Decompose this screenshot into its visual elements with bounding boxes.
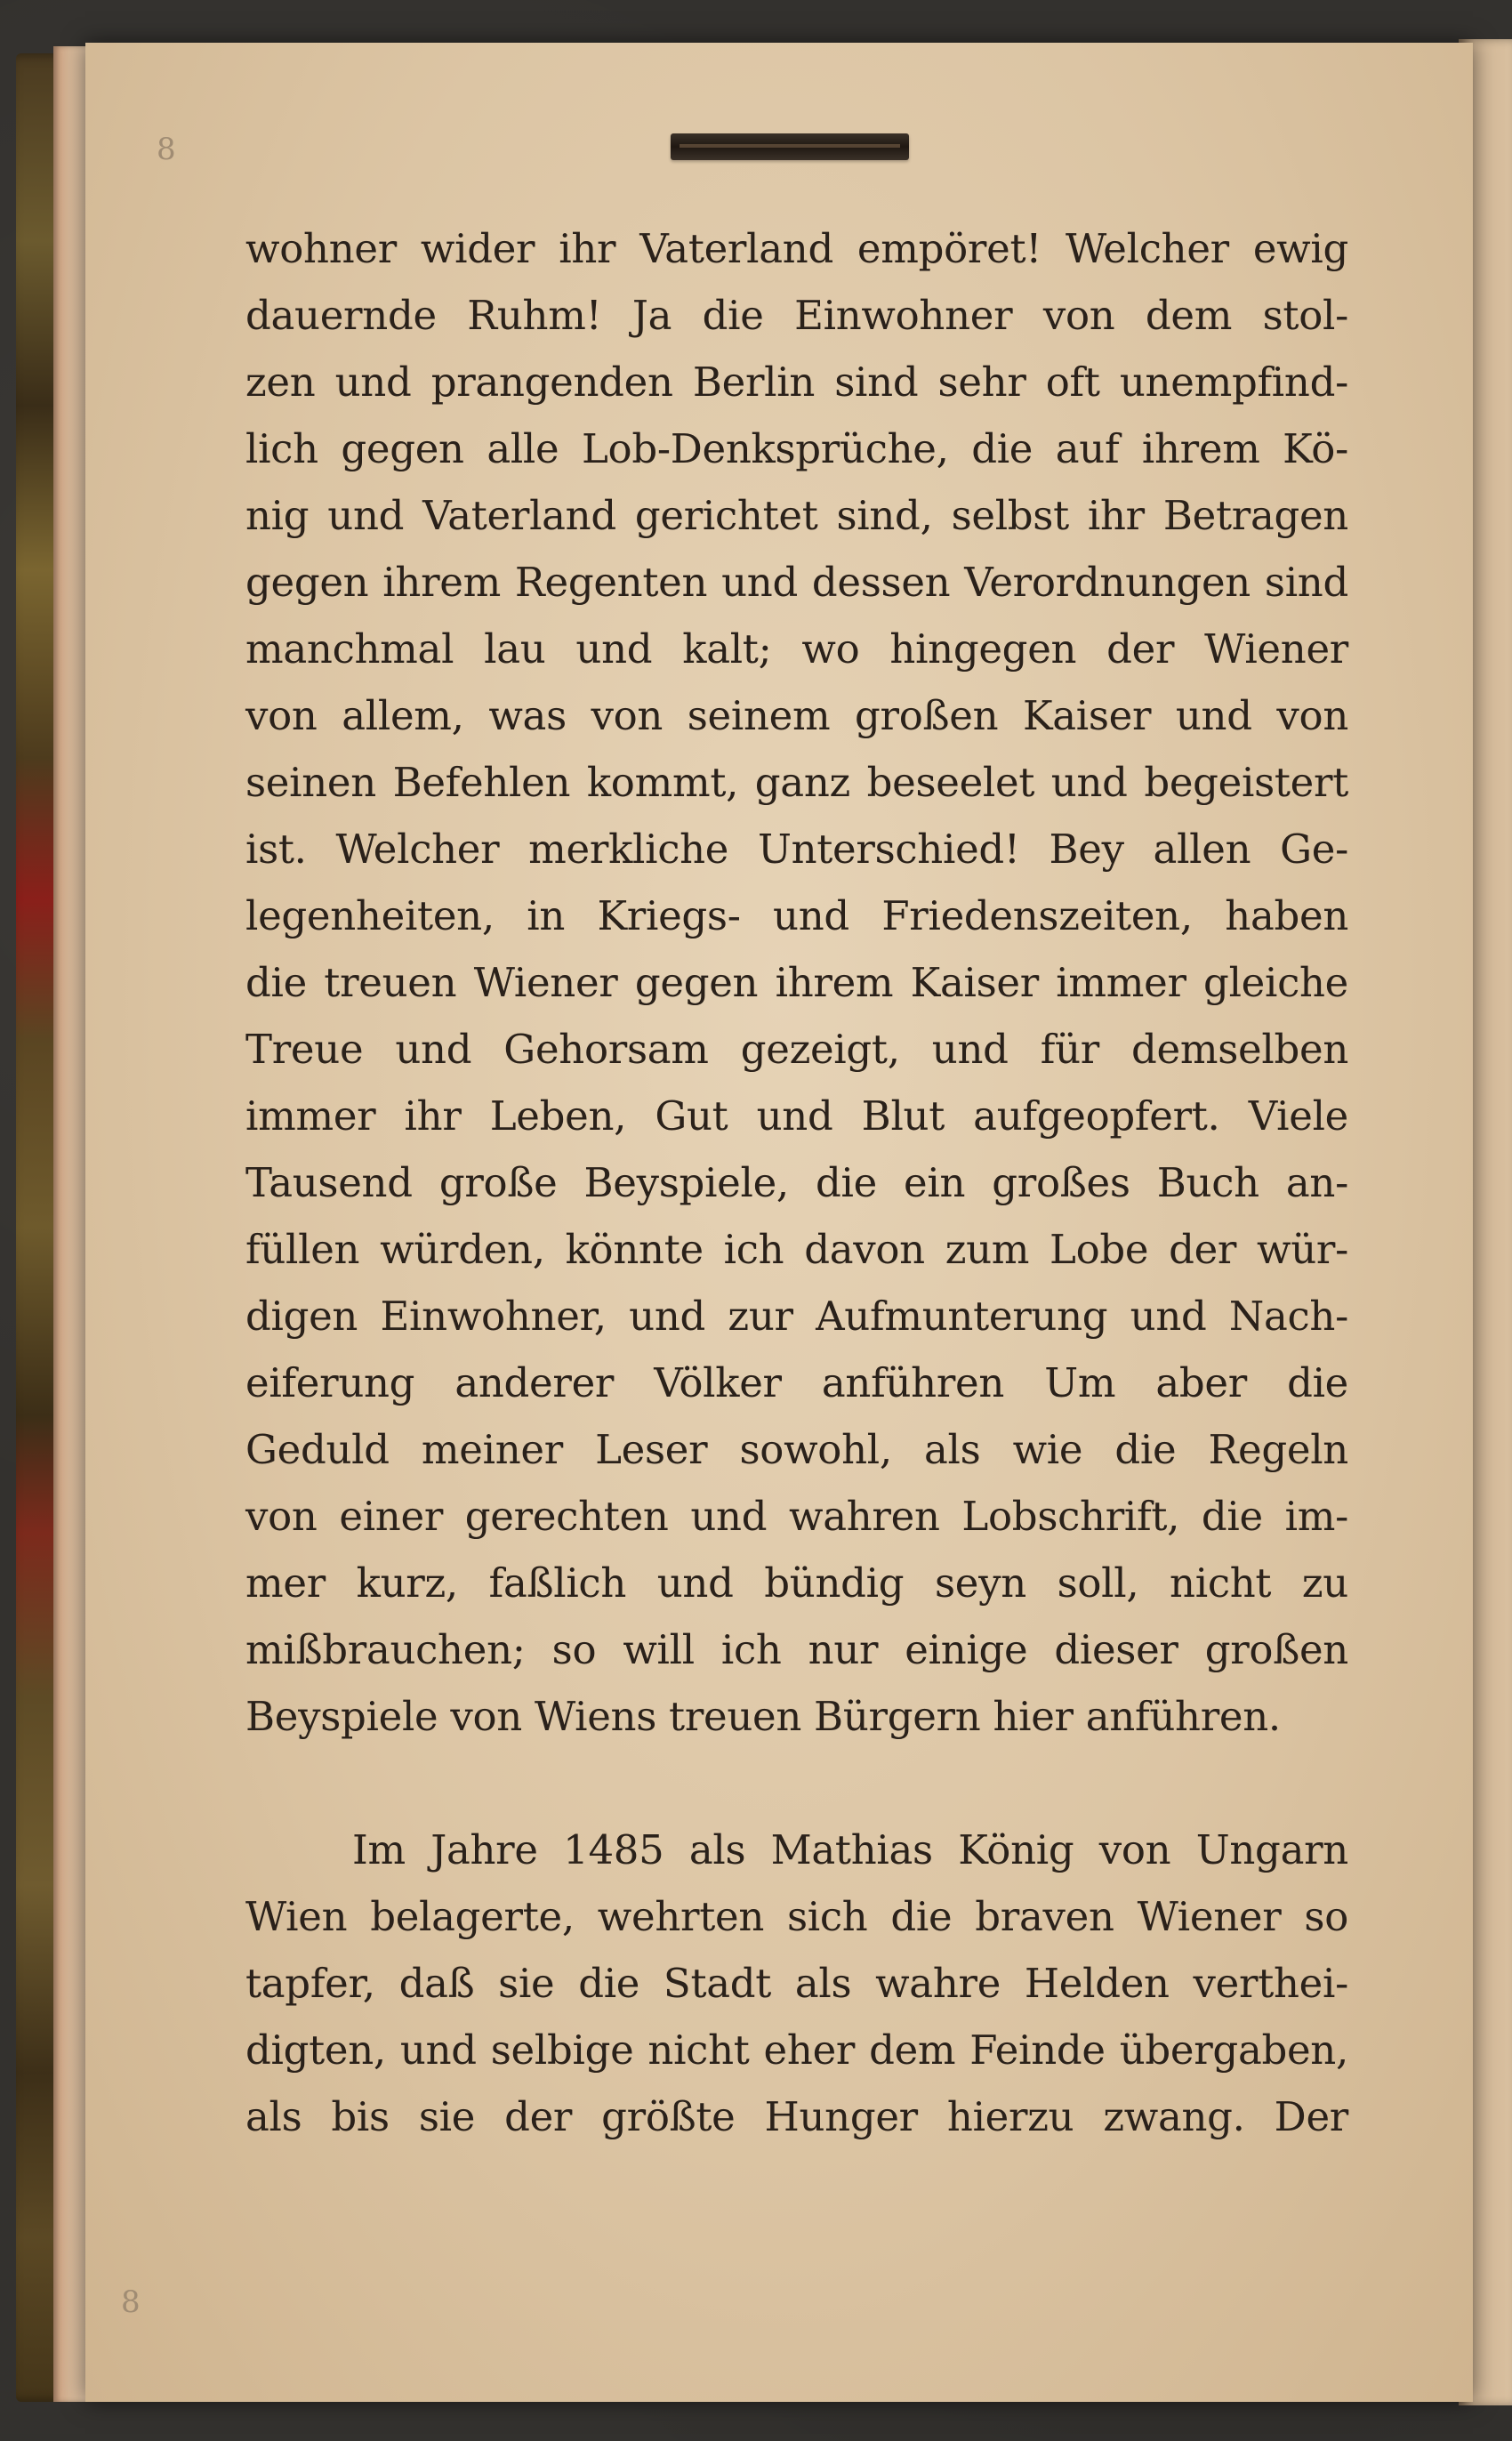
text-line: eiferung anderer Völker anführen Um aber die	[245, 1359, 1348, 1406]
text-line: die treuen Wiener gegen ihrem Kaiser immer gleiche	[245, 959, 1348, 1006]
header-ornament-rule	[671, 133, 909, 160]
text-line: manchmal lau und kalt; wo hingegen der Wiener	[245, 625, 1348, 673]
text-line: Im Jahre 1485 als Mathias König von Ungarn	[352, 1826, 1348, 1873]
text-line: zen und prangenden Berlin sind sehr oft unempfind-	[245, 358, 1348, 406]
text-line: füllen würden, könnte ich davon zum Lobe der wür-	[245, 1226, 1348, 1273]
margin-pencil-mark-bottom: 8	[121, 2284, 141, 2320]
text-line: digten, und selbige nicht eher dem Feinde übergaben,	[245, 2026, 1348, 2074]
text-line: legenheiten, in Kriegs- und Friedenszeiten, haben	[245, 892, 1348, 939]
text-line: Wien belagerte, wehrten sich die braven Wiener so	[245, 1893, 1348, 1940]
text-line: nig und Vaterland gerichtet sind, selbst ihr Betragen	[245, 492, 1348, 539]
text-line: Tausend große Beyspiele, die ein großes Buch an-	[245, 1159, 1348, 1206]
text-line: seinen Befehlen kommt, ganz beseelet und begeistert	[245, 759, 1348, 806]
text-line: wohner wider ihr Vaterland empöret! Welcher ewig	[245, 225, 1348, 272]
text-line: mer kurz, faßlich und bündig seyn soll, nicht zu	[245, 1559, 1348, 1607]
text-line: von allem, was von seinem großen Kaiser und von	[245, 692, 1348, 739]
text-line: lich gegen alle Lob-Denksprüche, die auf ihrem Kö-	[245, 425, 1348, 472]
text-line: mißbrauchen; so will ich nur einige dieser großen	[245, 1626, 1348, 1673]
text-line: dauernde Ruhm! Ja die Einwohner von dem stol-	[245, 292, 1348, 339]
text-line: gegen ihrem Regenten und dessen Verordnungen sind	[245, 559, 1348, 606]
text-line: ist. Welcher merkliche Unterschied! Bey allen Ge-	[245, 826, 1348, 873]
margin-pencil-mark: 8	[157, 132, 176, 167]
text-line: Geduld meiner Leser sowohl, als wie die Regeln	[245, 1426, 1348, 1473]
text-line: Treue und Gehorsam gezeigt, und für demselben	[245, 1026, 1348, 1073]
text-line: digen Einwohner, und zur Aufmunterung und Nach-	[245, 1293, 1348, 1340]
text-line: von einer gerechten und wahren Lobschrift, die im-	[245, 1493, 1348, 1540]
text-line: immer ihr Leben, Gut und Blut aufgeopfert. Viele	[245, 1092, 1348, 1140]
paragraph-gap	[245, 1750, 1348, 1817]
text-line: als bis sie der größte Hunger hierzu zwang. Der	[245, 2093, 1348, 2140]
text-line: Beyspiele von Wiens treuen Bürgern hier anführen.	[245, 1693, 1281, 1740]
paragraph-1	[245, 215, 1348, 1750]
paragraph-2	[245, 1817, 1348, 2150]
text-line: tapfer, daß sie die Stadt als wahre Helden verthei-	[245, 1960, 1348, 2007]
body-text	[245, 215, 1348, 2150]
